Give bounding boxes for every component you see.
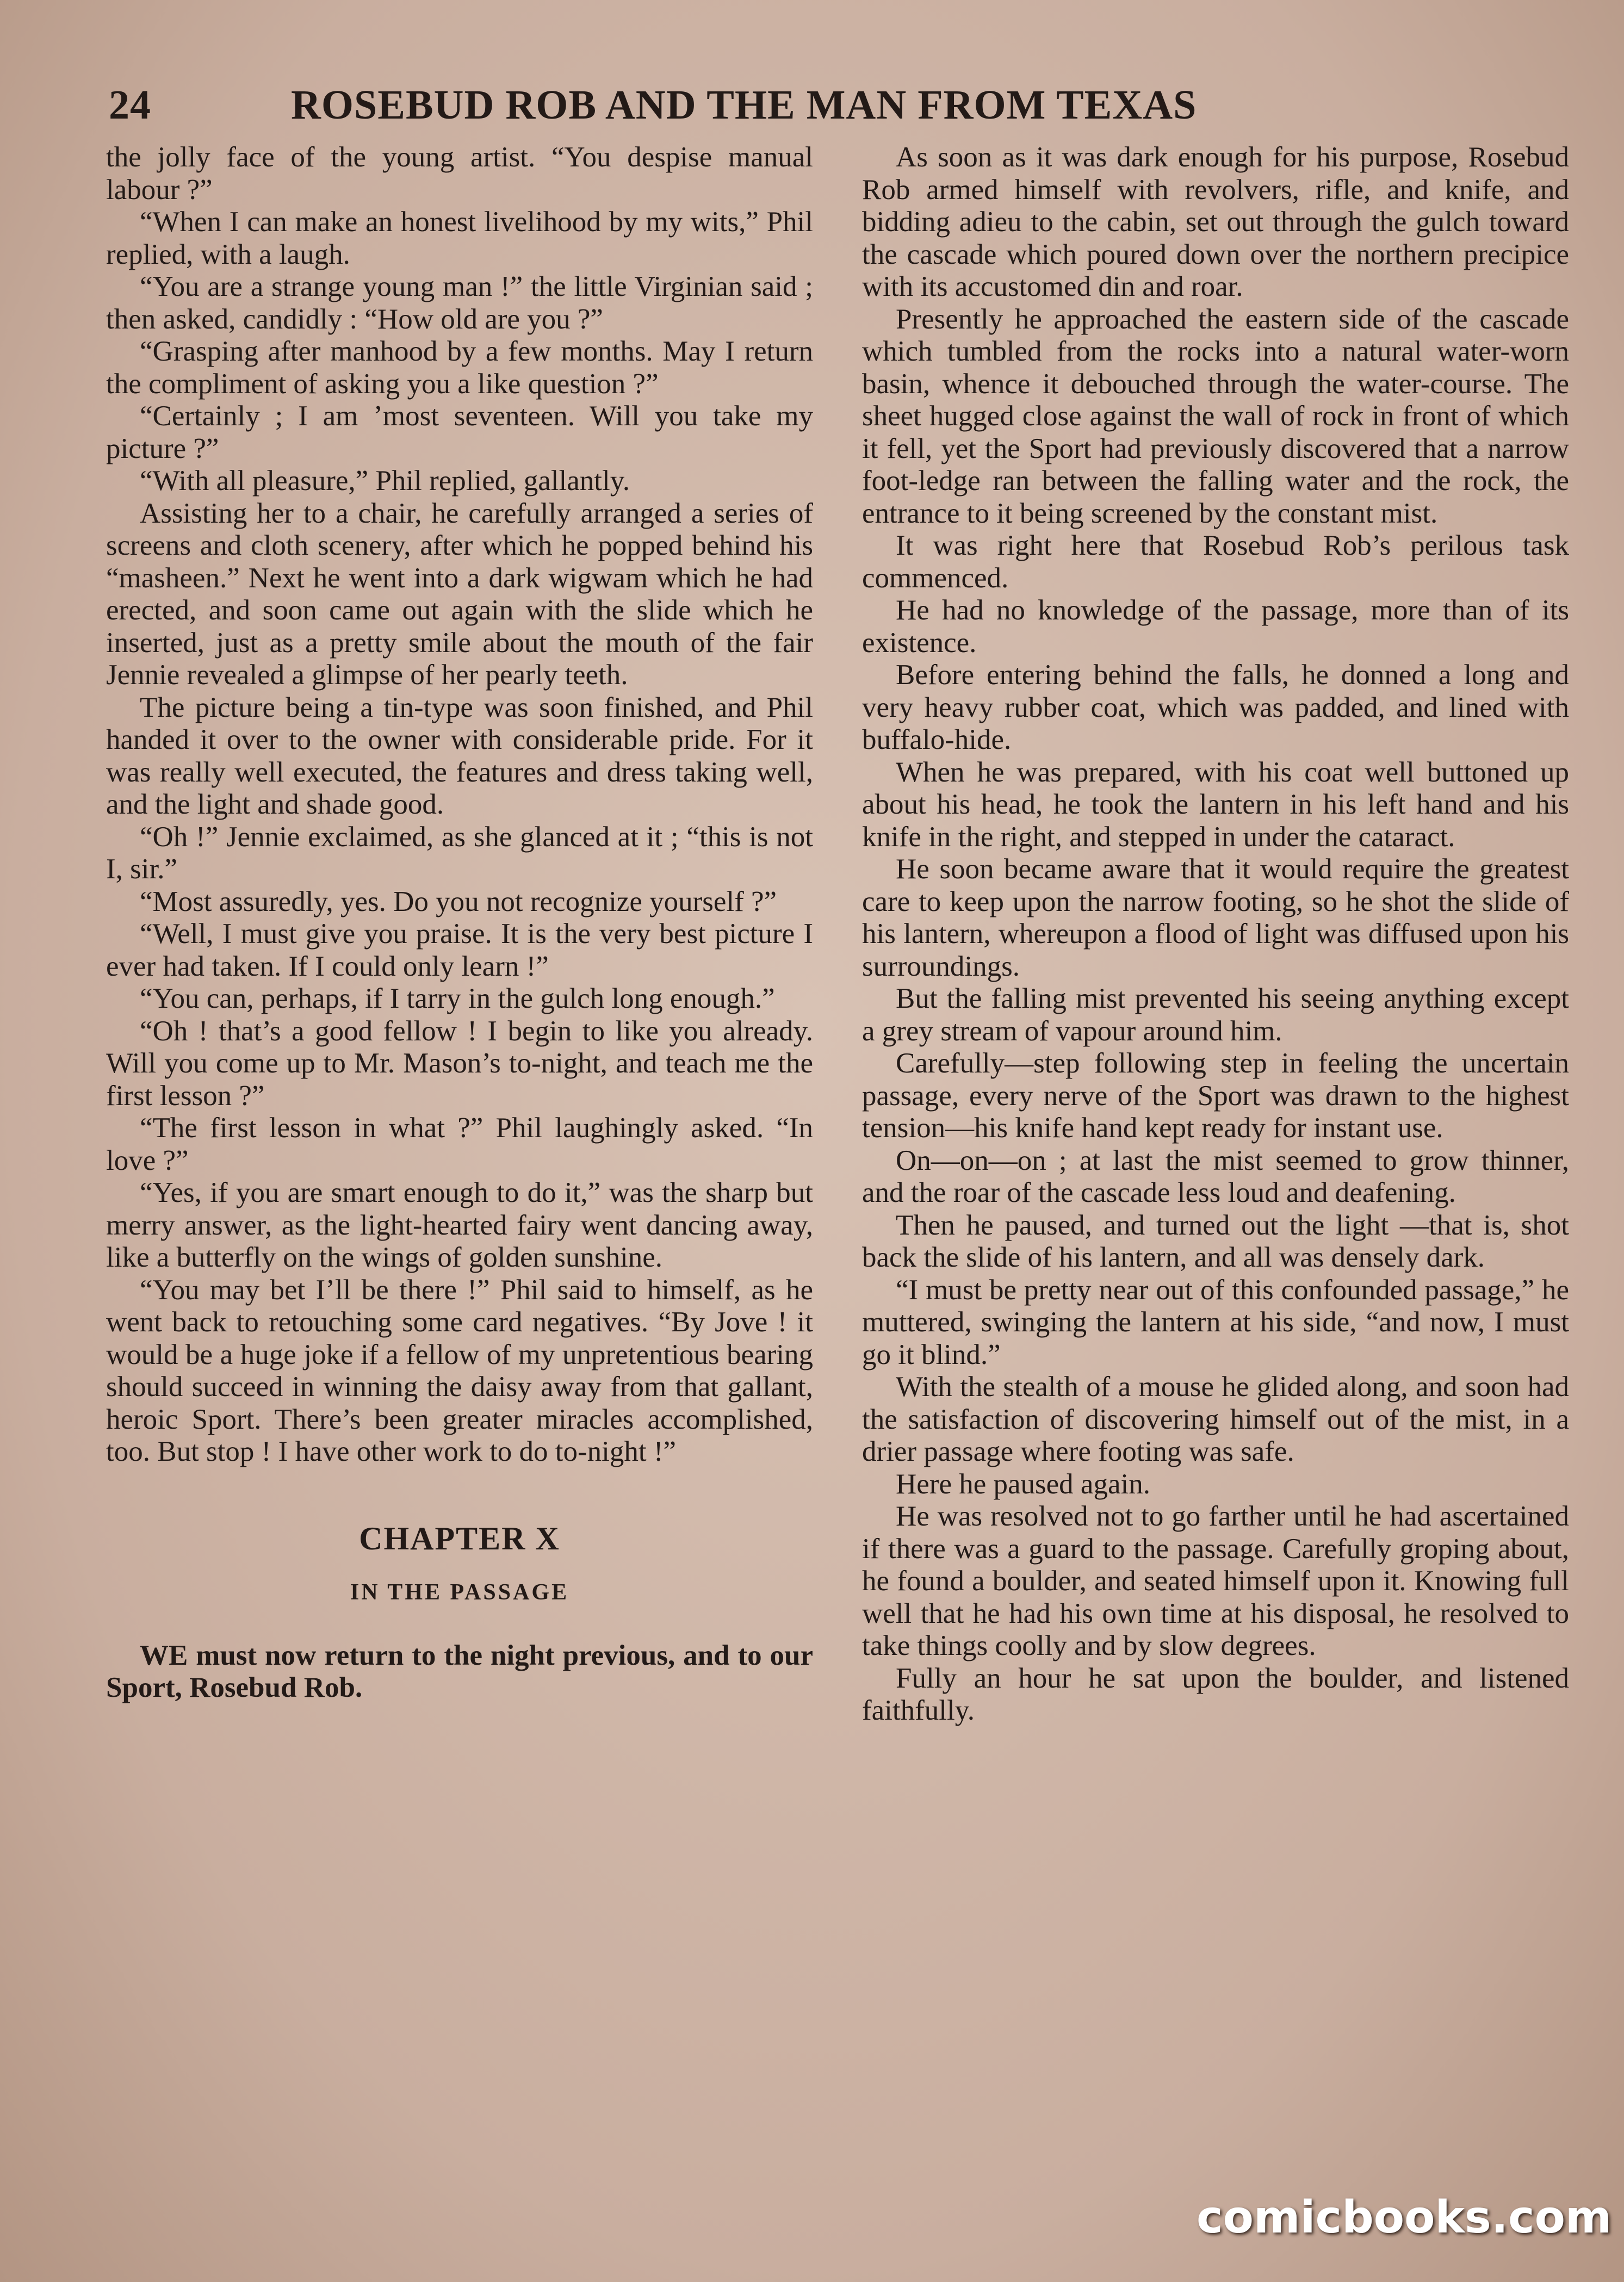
paragraph: Here he paused again. bbox=[896, 1468, 1150, 1500]
paragraph: But the falling mist prevented his seeing anything except a grey stream of vapour around him. bbox=[862, 983, 1569, 1047]
paragraph: Presently he approached the eastern side of the cascade which tumbled from the rocks into a natural water-worn basin, whence it debouched through the water-course. The sheet hugged close against the wall of rock in front of which it fell, yet the Sport had previously discovered that a narrow foot-ledge ran between the falling water and the rock, the entrance to it being screened by the constant mist. bbox=[862, 303, 1569, 529]
paragraph: “When I can make an honest livelihood by my wits,” Phil replied, with a laugh. bbox=[106, 206, 813, 270]
paragraph: the jolly face of the young artist. “You despise manual labour ?” bbox=[106, 141, 813, 206]
paragraph: He was resolved not to go farther until he had ascertained if there was a guard to the passage. Carefully groping about, he found a boulder, and seated himself upon it. Knowing full well that he had his own time at his disposal, he resolved to take things coolly and by slow degrees. bbox=[862, 1500, 1569, 1661]
paragraph: Carefully—step following step in feeling the uncertain passage, every nerve of the Sport was drawn to the highest tension—his knife hand kept ready for instant use. bbox=[862, 1047, 1569, 1144]
paragraph: He had no knowledge of the passage, more than of its existence. bbox=[862, 594, 1569, 659]
paragraph: “Yes, if you are smart enough to do it,” was the sharp but merry answer, as the light-hearted fairy went dancing away, like a butterfly on the wings of golden sunshine. bbox=[106, 1177, 813, 1273]
paragraph: Assisting her to a chair, he carefully arranged a series of screens and cloth scenery, after which he popped behind his “masheen.” Next he went into a dark wigwam which he had erected, and soon came out again with the slide which he inserted, just as a pretty smile about the mouth of the fair Jennie revealed a glimpse of her pearly teeth. bbox=[106, 497, 813, 691]
paragraph: “Certainly ; I am ’most seventeen. Will you take my picture ?” bbox=[106, 400, 813, 464]
paragraph: “You may bet I’ll be there !” Phil said to himself, as he went back to retouching some card negatives. “By Jove ! it would be a huge joke if a fellow of my unpretentious bearing should succeed in winning the daisy away from that gallant, heroic Sport. There’s been greater miracles accomplished, too. But stop ! I have other work to do to-night !” bbox=[106, 1274, 813, 1467]
paragraph: On—on—on ; at last the mist seemed to grow thinner, and the roar of the cascade less loud and deafening. bbox=[862, 1144, 1569, 1208]
paragraph: “Grasping after manhood by a few months. May I return the compliment of asking you a like question ?” bbox=[106, 336, 813, 400]
paragraph: “I must be pretty near out of this confounded passage,” he muttered, swinging the lantern at his side, “and now, I must go it blind.” bbox=[862, 1274, 1569, 1371]
chapter-heading: CHAPTER X bbox=[359, 1520, 560, 1557]
page-header bbox=[109, 82, 1577, 136]
chapter-subheading: IN THE PASSAGE bbox=[350, 1580, 569, 1605]
paragraph: As soon as it was dark enough for his purpose, Rosebud Rob armed himself with revolvers, rifle, and knife, and bidding adieu to the cabin, set out through the gulch toward the cascade which poured down over the northern precipice with its accustomed din and roar. bbox=[862, 141, 1569, 302]
paragraph: The picture being a tin-type was soon finished, and Phil handed it over to the owner with considerable pride. For it was really well executed, the features and dress taking well, and the light and shade good. bbox=[106, 691, 813, 820]
paragraph: “You can, perhaps, if I tarry in the gulch long enough.” bbox=[140, 983, 775, 1014]
chapter-opening-paragraph: WE must now return to the night previous, and to our Sport, Rosebud Rob. bbox=[106, 1639, 813, 1703]
paragraph: “You are a strange young man !” the little Virginian said ; then asked, candidly : “How old are you ?” bbox=[106, 271, 813, 335]
right-column bbox=[862, 141, 1569, 1727]
paragraph: “Oh !” Jennie exclaimed, as she glanced at it ; “this is not I, sir.” bbox=[106, 821, 813, 885]
paragraph: When he was prepared, with his coat well buttoned up about his head, he took the lantern in his left hand and his knife in the right, and stepped in under the cataract. bbox=[862, 756, 1569, 853]
page-number: 24 bbox=[109, 82, 151, 128]
paragraph: He soon became aware that it would require the greatest care to keep upon the narrow footing, so he shot the slide of his lantern, whereupon a flood of light was diffused upon his surroundings. bbox=[862, 853, 1569, 982]
watermark: comicbooks.com bbox=[1197, 2192, 1612, 2243]
paragraph: It was right here that Rosebud Rob’s perilous task commenced. bbox=[862, 530, 1569, 594]
paragraph: “Most assuredly, yes. Do you not recognize yourself ?” bbox=[140, 885, 777, 917]
paragraph: “The first lesson in what ?” Phil laughingly asked. “In love ?” bbox=[106, 1112, 813, 1176]
paragraph: “Well, I must give you praise. It is the very best picture I ever had taken. If I could only learn !” bbox=[106, 918, 813, 982]
paragraph: “With all pleasure,” Phil replied, gallantly. bbox=[140, 465, 630, 497]
paragraph: Then he paused, and turned out the light —that is, shot back the slide of his lantern, and all was densely dark. bbox=[862, 1209, 1569, 1273]
running-title: ROSEBUD ROB AND THE MAN FROM TEXAS bbox=[291, 82, 1197, 128]
left-column bbox=[106, 141, 813, 1704]
paragraph: Fully an hour he sat upon the boulder, and listened faithfully. bbox=[862, 1662, 1569, 1726]
paragraph: Before entering behind the falls, he donned a long and very heavy rubber coat, which was padded, and lined with buffalo-hide. bbox=[862, 659, 1569, 755]
paragraph: “Oh ! that’s a good fellow ! I begin to like you already. Will you come up to Mr. Mason’s to-night, and teach me the first lesson ?” bbox=[106, 1015, 813, 1112]
paragraph: With the stealth of a mouse he glided along, and soon had the satisfaction of discovering himself out of the mist, in a drier passage where footing was safe. bbox=[862, 1371, 1569, 1467]
